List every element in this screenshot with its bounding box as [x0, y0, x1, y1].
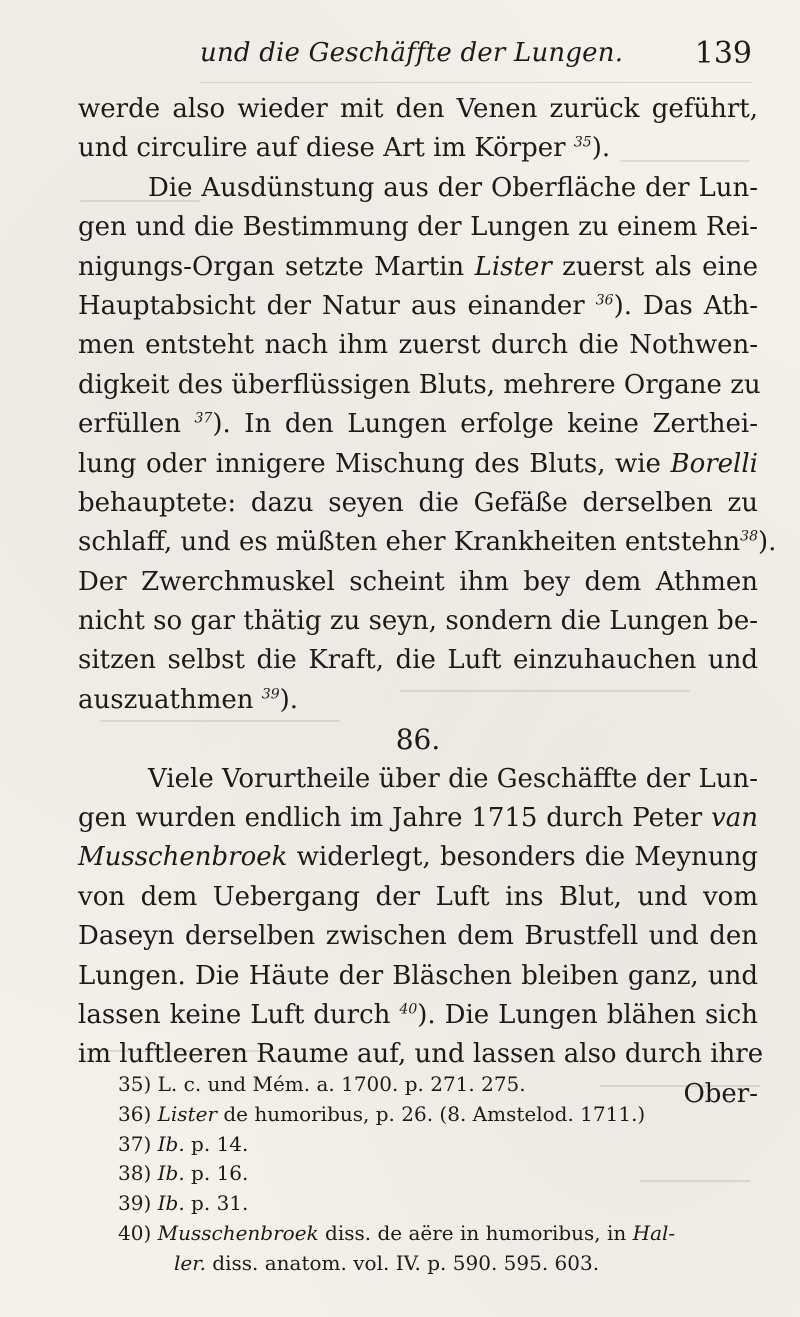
- main-text: [78, 90, 777, 1114]
- text-line: gen wurden endlich im Jahre 1715 durch Peter van: [78, 803, 758, 834]
- author-name: Lister: [474, 251, 552, 282]
- footnote-35: 35) L. c. und Mém. a. 1700. p. 271. 275.: [118, 1072, 526, 1096]
- header-divider: [200, 82, 752, 83]
- author-name: Musschenbroek: [78, 842, 288, 873]
- text-line: auszuathmen $^{39}$).: [78, 684, 299, 715]
- catchword: Ober-: [683, 1078, 758, 1109]
- paragraph-first-line: Die Ausdünstung aus der Oberfläche der Lun-: [148, 172, 758, 203]
- footnote-ref: 37: [194, 410, 213, 427]
- text-line: schlaff, und es müßten eher Krankheiten entstehn$^{38}$).: [78, 527, 777, 558]
- text-line: sitzen selbst die Kraft, die Luft einzuhauchen und: [78, 645, 758, 676]
- footnotes: [118, 1070, 758, 1279]
- footnote-39: 39) Ib. p. 31.: [118, 1191, 249, 1216]
- footnote-38: 38) Ib. p. 16.: [118, 1161, 249, 1186]
- text-line: Lungen. Die Häute der Bläschen bleiben ganz, und: [78, 960, 758, 991]
- text-line: lung oder innigere Mischung des Bluts, wie Borelli: [78, 448, 758, 479]
- text-line: digkeit des überflüssigen Bluts, mehrere Organe zu: [78, 369, 761, 400]
- footnote-40: 40) Musschenbroek diss. de aëre in humoribus, in Hal-: [118, 1220, 676, 1245]
- footnote-37: 37) Ib. p. 14.: [118, 1131, 249, 1156]
- text-line: werde also wieder mit den Venen zurück geführt,: [78, 94, 758, 124]
- text-line: Der Zwerchmuskel scheint ihm bey dem Athmen: [78, 566, 758, 597]
- page-header: [200, 38, 752, 78]
- author-name: Borelli: [670, 448, 758, 479]
- footnote-36: 36) Lister de humoribus, p. 26. (8. Amstelod. 1711.): [118, 1101, 646, 1126]
- footnote-ref: 36: [595, 292, 614, 309]
- text-line: men entsteht nach ihm zuerst durch die Nothwen-: [78, 330, 758, 361]
- text-line: erfüllen $^{37}$). In den Lungen erfolge keine Zerthei-: [78, 409, 759, 440]
- section-number: 86.: [395, 723, 441, 757]
- text-line: Musschenbroek widerlegt, besonders die Meynung: [78, 842, 758, 873]
- text-line: im luftleeren Raume auf, und lassen also durch ihre: [78, 1039, 764, 1070]
- text-line: Daseyn derselben zwischen dem Brustfell und den: [78, 921, 758, 952]
- text-line: und circulire auf diese Art im Körper $^{35}$).: [78, 133, 611, 164]
- paragraph-first-line: Viele Vorurtheile über die Geschäffte der Lun-: [148, 763, 758, 794]
- text-line: nigungs-Organ setzte Martin Lister zuerst als eine: [78, 251, 759, 282]
- author-name: van: [711, 803, 758, 834]
- text-line: gen und die Bestimmung der Lungen zu einem Rei-: [78, 212, 758, 243]
- running-head: und die Geschäffte der Lungen.: [200, 38, 624, 68]
- text-line: nicht so gar thätig zu seyn, sondern die Lungen be-: [78, 606, 758, 637]
- page-number: 139: [694, 36, 752, 71]
- footnote-ref: 39: [261, 686, 280, 703]
- footnote-40-continued: ler. diss. anatom. vol. IV. p. 590. 595. 603.: [174, 1250, 600, 1275]
- footnote-ref: 38: [740, 528, 758, 545]
- text-line: Hauptabsicht der Natur aus einander $^{36}$). Das Ath-: [78, 290, 758, 321]
- footnote-ref: 40: [399, 1001, 418, 1018]
- footnote-ref: 35: [573, 134, 592, 151]
- text-line: lassen keine Luft durch $^{40}$). Die Lungen blähen sich: [78, 999, 758, 1030]
- text-line: von dem Uebergang der Luft ins Blut, und vom: [78, 881, 758, 912]
- text-line: behauptete: dazu seyen die Gefäße derselben zu: [78, 487, 758, 518]
